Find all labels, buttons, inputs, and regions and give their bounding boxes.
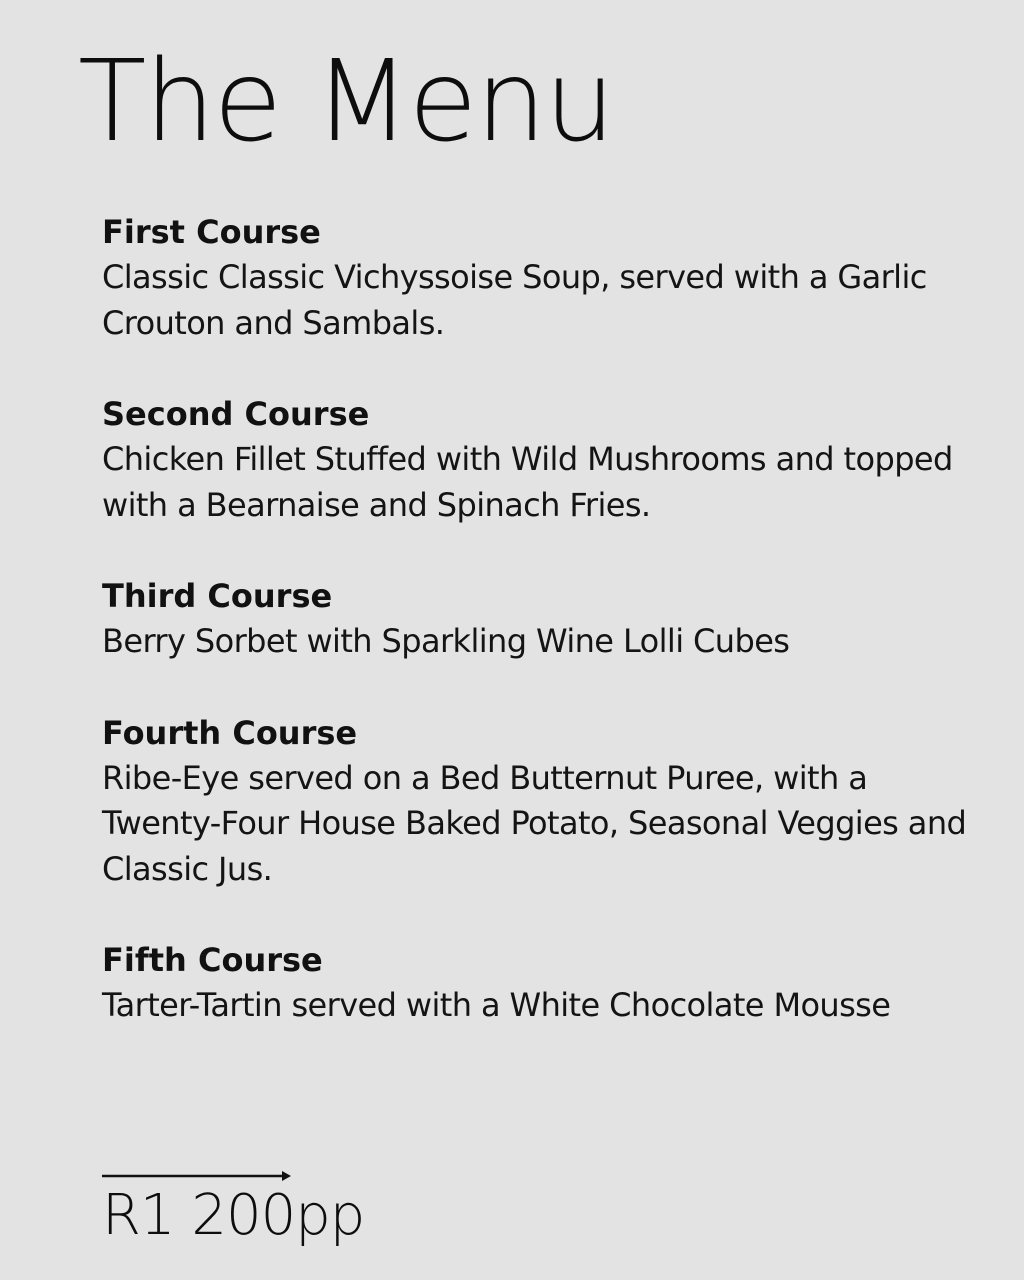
course-heading: Fifth Course bbox=[102, 941, 323, 979]
course-description: Berry Sorbet with Sparkling Wine Lolli Cubes bbox=[102, 622, 790, 660]
course-description: Chicken Fillet Stuffed with Wild Mushrooms and topped with a Bearnaise and Spinach Fries. bbox=[102, 440, 953, 524]
page-title: The Menu bbox=[78, 37, 614, 167]
arrow-right-icon bbox=[102, 1169, 292, 1183]
course-item bbox=[102, 711, 982, 893]
course-description: Ribe-Eye served on a Bed Butternut Puree, with a Twenty-Four House Baked Potato, Seasonal Veggies and Classic Jus. bbox=[102, 758, 967, 888]
course-description: Tarter-Tartin served with a White Chocolate Mousse bbox=[102, 986, 891, 1024]
price-label: R1 200pp bbox=[102, 1183, 365, 1248]
course-heading: Third Course bbox=[102, 577, 333, 615]
course-heading: Second Course bbox=[102, 395, 370, 433]
course-heading: Fourth Course bbox=[102, 713, 358, 752]
course-item bbox=[102, 574, 982, 665]
course-description: Classic Classic Vichyssoise Soup, served with a Garlic Crouton and Sambals. bbox=[102, 258, 927, 342]
course-heading: First Course bbox=[102, 213, 321, 251]
course-item bbox=[102, 210, 982, 346]
course-item bbox=[102, 392, 982, 528]
course-list bbox=[102, 210, 982, 1075]
course-item bbox=[102, 938, 982, 1029]
